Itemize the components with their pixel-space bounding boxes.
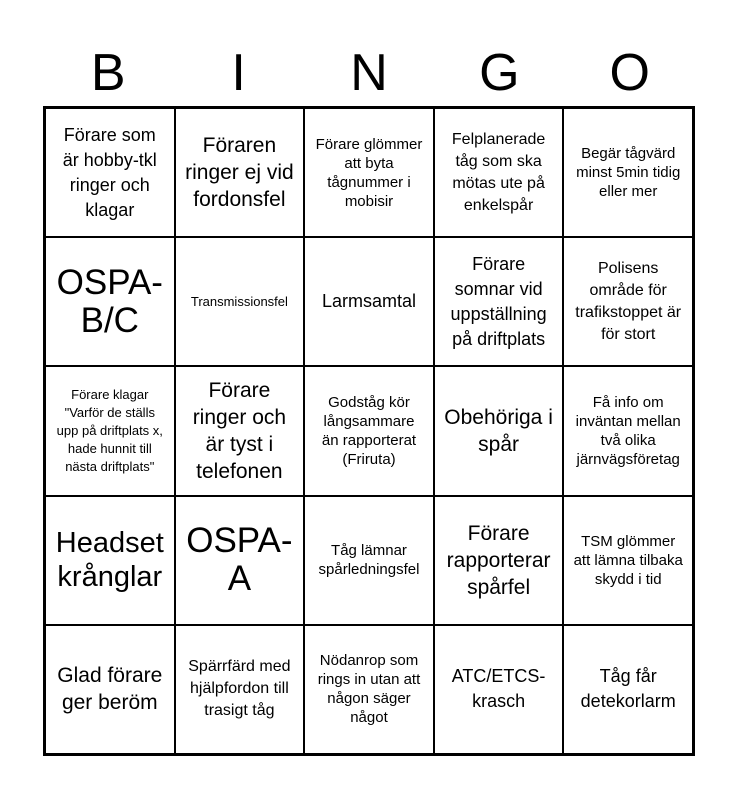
cell-text: Förare somnar vid uppställning på driftplats bbox=[450, 253, 547, 349]
cell-text: Nödanrop som rings in utan att någon säger något bbox=[317, 652, 421, 727]
bingo-cell[interactable] bbox=[304, 625, 434, 754]
cell-text: Glad förare ger beröm bbox=[57, 664, 163, 715]
bingo-cell[interactable] bbox=[563, 366, 693, 495]
bingo-cell[interactable] bbox=[304, 108, 434, 237]
cell-text: Förare som är hobby-tkl ringer och klagar bbox=[62, 124, 157, 220]
cell-text: Förare ringer och är tyst i telefonen bbox=[192, 378, 287, 483]
cell-text: Få info om inväntan mellan två olika järnvägsföretag bbox=[575, 393, 681, 468]
bingo-cell[interactable] bbox=[434, 237, 564, 366]
cell-text: Felplanerade tåg som ska mötas ute på enkelspår bbox=[451, 130, 546, 214]
header-letter-n: N bbox=[350, 44, 388, 102]
cell-text: Förare rapporterar spårfel bbox=[446, 521, 551, 599]
bingo-cell[interactable] bbox=[304, 496, 434, 625]
cell-text: Tåg lämnar spårledningsfel bbox=[318, 542, 420, 579]
cell-text: OSPA-A bbox=[186, 521, 293, 599]
bingo-grid bbox=[43, 106, 695, 756]
cell-text: Transmissionsfel bbox=[190, 293, 288, 309]
bingo-cell[interactable] bbox=[563, 108, 693, 237]
bingo-cell[interactable] bbox=[175, 366, 305, 495]
bingo-cell[interactable] bbox=[434, 366, 564, 495]
cell-text: Godståg kör långsammare än rapporterat (Friruta) bbox=[321, 393, 417, 468]
bingo-cell[interactable] bbox=[45, 108, 175, 237]
bingo-cell[interactable] bbox=[45, 496, 175, 625]
cell-text: Polisens område för trafikstoppet är för stort bbox=[575, 259, 682, 343]
cell-text: Headset krånglar bbox=[55, 527, 164, 594]
bingo-cell[interactable] bbox=[563, 625, 693, 754]
bingo-cell[interactable] bbox=[175, 108, 305, 237]
bingo-cell[interactable] bbox=[175, 625, 305, 754]
cell-text: TSM glömmer att lämna tilbaka skydd i tid bbox=[573, 532, 683, 588]
bingo-cell[interactable] bbox=[563, 237, 693, 366]
bingo-cell[interactable] bbox=[304, 237, 434, 366]
bingo-cell[interactable] bbox=[434, 625, 564, 754]
cell-text: OSPA-B/C bbox=[56, 262, 163, 340]
header-letter-g: G bbox=[479, 44, 520, 102]
cell-text: ATC/ETCS-krasch bbox=[451, 666, 546, 712]
cell-text: Föraren ringer ej vid fordonsfel bbox=[185, 134, 294, 212]
cell-text: Obehöriga i spår bbox=[444, 405, 553, 456]
bingo-cell[interactable] bbox=[175, 237, 305, 366]
bingo-cell[interactable] bbox=[175, 496, 305, 625]
bingo-header bbox=[43, 40, 695, 106]
cell-text: Larmsamtal bbox=[321, 291, 416, 312]
header-letter-b: B bbox=[90, 44, 126, 102]
cell-text: Förare glömmer att byta tågnummer i mobisir bbox=[315, 135, 423, 210]
bingo-cell[interactable] bbox=[434, 108, 564, 237]
bingo-cell[interactable] bbox=[304, 366, 434, 495]
cell-text: Spärrfärd med hjälpfordon till trasigt tåg bbox=[188, 658, 291, 720]
bingo-cell[interactable] bbox=[45, 237, 175, 366]
bingo-cell[interactable] bbox=[434, 496, 564, 625]
cell-text: Tåg får detekorlarm bbox=[580, 666, 676, 712]
cell-text: Förare klagar "Varför de ställs upp på driftplats x, hade hunnit till nästa driftplats" bbox=[56, 386, 163, 474]
cell-text: Begär tågvärd minst 5min tidig eller mer bbox=[576, 145, 681, 201]
header-letter-o: O bbox=[609, 44, 650, 102]
header-letter-i: I bbox=[231, 44, 246, 102]
bingo-cell[interactable] bbox=[563, 496, 693, 625]
bingo-cell[interactable] bbox=[45, 366, 175, 495]
bingo-cell[interactable] bbox=[45, 625, 175, 754]
